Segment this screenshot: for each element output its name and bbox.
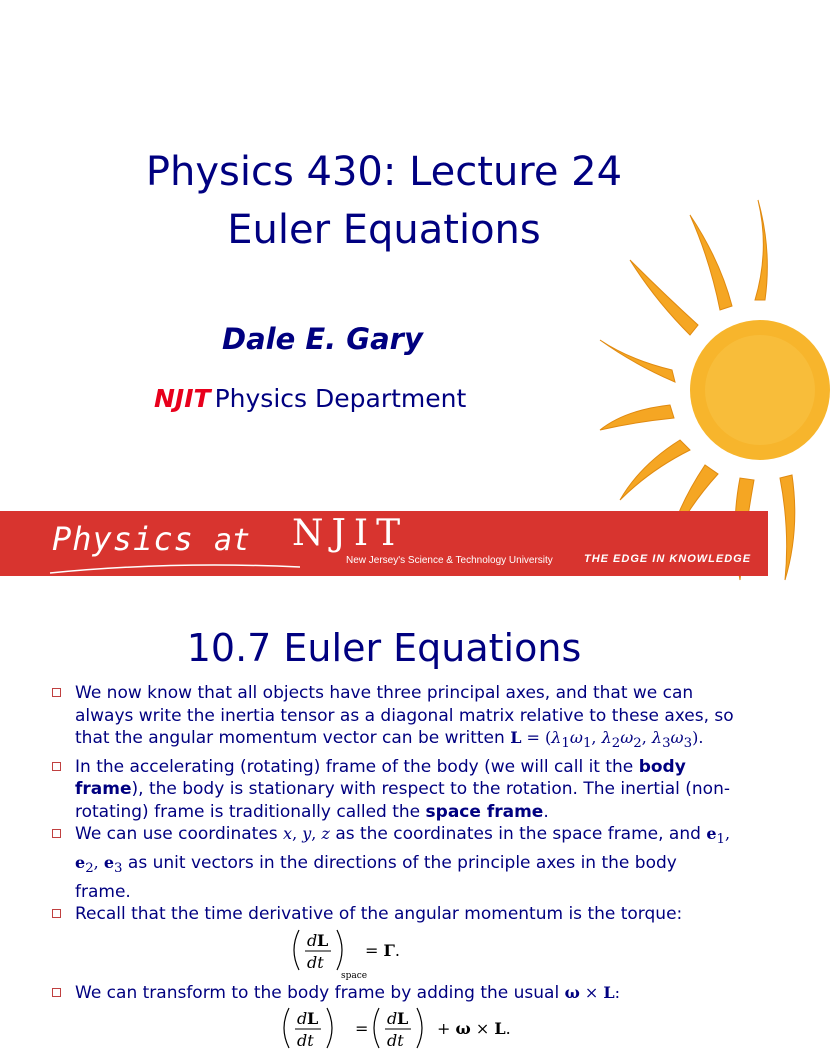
department [154,384,466,413]
banner-njit-logo: NJIT [292,513,409,554]
lecture-subtitle: Euler Equations [227,207,541,253]
section-title: 10.7 Euler Equations [186,626,582,670]
bullet-square-icon [52,988,61,997]
svg-text:d: d [387,1009,398,1029]
svg-text:d: d [297,1009,308,1029]
bullet-list [48,682,738,1060]
bullet-square-icon [52,909,61,918]
author-name: Dale E. Gary [222,322,423,356]
bullet-square-icon [52,762,61,771]
svg-text:L: L [317,930,329,950]
bullet-body-frame: In the accelerating (rotating) frame of the body (we will call it the body frame), the body is stationary with respect to the rotation. The inertial (non-rotating) frame is traditionally called the space frame. [48,756,738,824]
svg-text:dt: dt [297,1031,314,1051]
omega-cross-L: ω × L: [564,982,621,1002]
angular-momentum-formula: $L = (\lambda_1\omega_1$, $\lambda_2\omega_2$, $\lambda_3\omega_3$). [510,728,704,752]
svg-text:dt: dt [387,1031,404,1051]
banner-physics: Physics [52,520,194,558]
physics-at-njit-banner [0,511,768,576]
torque-equation-graphic [285,926,425,982]
title-slide [0,0,768,576]
torque-equation [75,926,738,982]
body-frame-equation-graphic [275,1004,535,1060]
svg-text:L: L [307,1009,319,1029]
department-label: Physics Department [214,384,467,413]
svg-text:L: L [397,1009,409,1029]
svg-text:dt: dt [307,952,324,972]
svg-text:d: d [307,930,318,950]
bullet-torque: Recall that the time derivative of the angular momentum is the torque: d L dt space = Γ. [48,903,738,982]
svg-text:+ ω × L.: + ω × L. [437,1019,511,1039]
banner-edge-slogan: THE EDGE IN KNOWLEDGE [584,553,752,565]
lecture-title: Physics 430: Lecture 24 [145,149,623,195]
coords-xyz: x, y, z [283,824,330,844]
bullet-square-icon [52,688,61,697]
svg-text:space: space [341,970,368,981]
euler-equations-slide [0,600,768,1051]
bullet-coordinates: We can use coordinates x, y, z as the coordinates in the space frame, and $e_1$, $e_2$, $e_3$ as unit vectors in the directions of the principle axes in the body frame. [48,823,738,903]
bullet-square-icon [52,829,61,838]
body-frame-equation [75,1004,738,1060]
banner-tagline: New Jersey's Science & Technology University [346,555,553,566]
bullet-principal-axes: We now know that all objects have three principal axes, and that we can always write the inertia tensor as a diagonal matrix relative to these axes, so that the angular momentum vector can be written $L = (\lambda_1\omega_1$, $\lambda_2\omega_2$, $\lambda_3\omega_3$). [48,682,738,756]
banner-at: at [214,523,251,558]
svg-text:= Γ.: = Γ. [365,940,400,960]
bullet-body-transform: We can transform to the body frame by adding the usual ω × L: d L dt = d L dt + ω × L. [48,982,738,1060]
njit-label: NJIT [154,384,211,413]
banner-swoosh-icon [50,561,300,575]
unit-vectors: $e_1$, $e_2$, $e_3$ [75,824,731,877]
svg-text:=: = [355,1019,369,1039]
